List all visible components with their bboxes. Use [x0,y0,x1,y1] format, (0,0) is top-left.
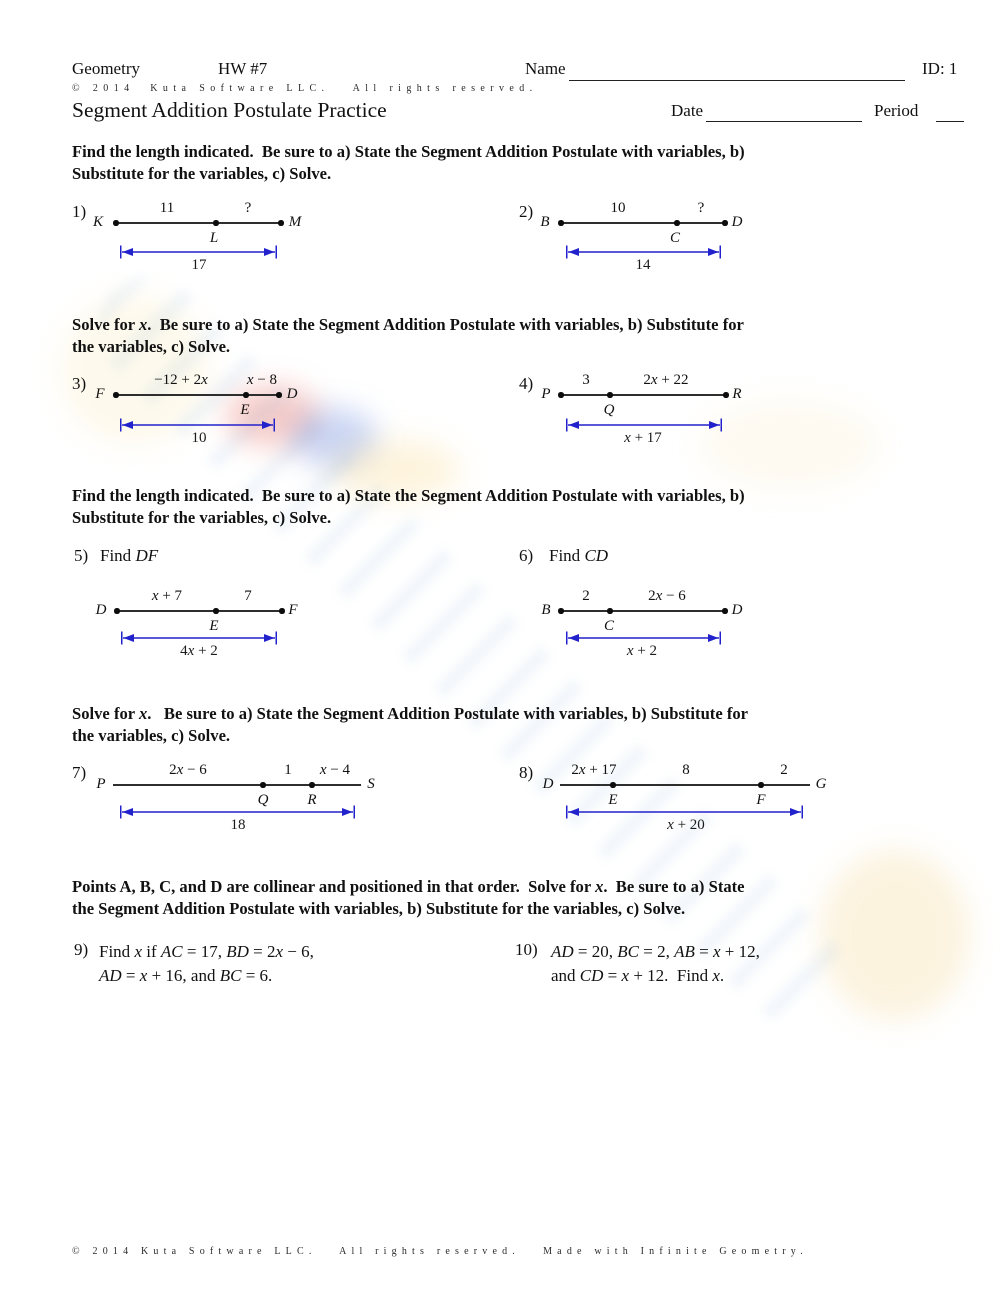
measure-length-label: 10 [191,430,207,446]
problem-number: 7) [72,763,87,782]
measure-length-label: 14 [635,257,651,273]
problem-9-number: 9) [74,940,89,959]
point-dot [610,782,615,787]
instructions-section-3 [72,485,745,530]
point-label: D [286,386,298,402]
instructions-section-4 [72,703,748,748]
text-line: Points A, B, C, and D are collinear and positioned in that order. Solve for x. Be sure to a) State [72,877,745,896]
point-label: F [756,792,766,808]
text-line: AD = x + 16, and BC = 6. [99,965,273,985]
point-label: B [540,214,550,230]
text-line: Solve for x. Be sure to a) State the Segment Addition Postulate with variables, b) Substitute for [72,704,749,723]
point-dot [722,608,727,613]
point-dot [113,392,118,397]
text-line: the variables, c) Solve. [72,337,231,357]
segment-length-label: −12 + 2x [154,372,208,388]
problem-10-number: 10) [515,940,538,959]
name-label: Name [525,59,566,78]
segment-length-label: x + 7 [151,588,183,604]
copyright-line: © 2014 Kuta Software LLC. All rights reserved. [72,83,538,94]
watermark-blob-cream-mid [700,400,880,490]
segment-length-label: 1 [284,762,292,778]
segment-line [113,784,361,786]
measure-length-label: 17 [191,257,207,273]
problem-6-number: 6) [519,546,534,565]
id-label: ID: 1 [922,59,958,78]
segment-line [561,394,726,395]
point-dot [674,220,679,225]
point-label: L [209,230,219,246]
point-label: D [95,602,107,618]
point-label: B [541,602,551,618]
segment-length-label: x − 4 [319,762,351,778]
segment-line [116,222,281,223]
point-dot [213,220,218,225]
point-label: E [240,402,250,418]
problem-10-text [551,940,760,987]
text-line: Substitute for the variables, c) Solve. [72,164,332,184]
text-line: the variables, c) Solve. [72,726,231,746]
problem-5-number: 5) [74,546,89,565]
point-dot [279,608,284,613]
point-label: D [731,602,743,618]
point-label: P [96,776,106,792]
point-dot [723,392,728,397]
point-label: R [732,386,742,402]
segment-line [561,610,725,611]
point-dot [722,220,727,225]
point-label: Q [257,792,269,808]
text-line: AD = 20, BC = 2, AB = x + 12, [551,942,760,961]
point-label: D [542,776,554,792]
problem-number: 8) [519,763,534,782]
text-line: Find x if AC = 17, BD = 2x − 6, [99,942,314,961]
segment-line [116,394,279,395]
point-dot [558,392,563,397]
course-label: Geometry [72,59,140,78]
text-line: Find the length indicated. Be sure to a) State the Segment Addition Postulate with variables, b) [72,142,745,161]
point-label: Q [603,402,615,418]
measure-length-label: 4x + 2 [180,643,218,659]
assignment-label: HW #7 [218,59,268,78]
point-label: D [731,214,743,230]
segment-length-label: 7 [244,588,252,604]
point-label: G [815,776,827,792]
segment-line [560,784,810,786]
instructions-section-2 [72,314,744,359]
segment-length-label: 2 [780,762,788,778]
watermark-blob-cream-right [820,850,970,1020]
text-line: Solve for x. Be sure to a) State the Segment Addition Postulate with variables, b) Substitute for [72,315,744,334]
point-dot [607,608,612,613]
point-label: C [603,618,615,634]
segment-length-label: 3 [582,372,590,388]
problem-number: 1) [72,202,87,221]
problem-number: 2) [519,202,534,221]
point-dot [278,220,283,225]
point-dot [243,392,248,397]
segment-length-label: ? [244,200,252,216]
point-dot [309,782,314,787]
instructions-section-1 [72,141,745,186]
period-blank-line [936,121,964,122]
segment-length-label: 11 [159,200,175,216]
segment-length-label: 2x + 22 [643,372,689,388]
point-dot [276,392,281,397]
point-dot [113,220,118,225]
text-line: and CD = x + 12. Find x. [551,965,725,985]
segment-length-label: 10 [610,200,626,216]
text-line: Find the length indicated. Be sure to a) State the Segment Addition Postulate with variables, b) [72,486,745,505]
point-label: F [95,386,105,402]
point-label: E [608,792,618,808]
date-label: Date [671,101,704,120]
measure-length-label: x + 17 [624,430,662,446]
text-line: the Segment Addition Postulate with variables, b) Substitute for the variables, c) Solve. [72,899,686,919]
point-label: S [367,776,375,792]
point-dot [114,608,119,613]
point-dot [558,608,563,613]
segment-length-label: ? [697,200,705,216]
point-label: M [288,214,302,230]
point-dot [558,220,563,225]
segment-length-label: 2x − 6 [169,762,207,778]
problem-5-prompt: Find DF [100,546,159,565]
period-label: Period [874,101,919,120]
problem-9-text [99,940,314,987]
footer-copyright: © 2014 Kuta Software LLC. All rights reserved. Made with Infinite Geometry. [72,1246,809,1257]
point-dot [260,782,265,787]
point-label: F [288,602,298,618]
segment-length-label: 2 [582,588,590,604]
point-label: K [92,214,104,230]
segment-length-label: 2x + 17 [571,762,617,778]
page-title: Segment Addition Postulate Practice [72,98,387,122]
segment-line [117,610,282,611]
measure-length-label: x + 2 [626,643,658,659]
problem-6-prompt: Find CD [549,546,609,565]
date-blank-line [706,121,862,122]
point-label: C [669,230,681,246]
point-label: P [541,386,551,402]
segment-line [561,222,725,223]
segment-length-label: x − 8 [246,372,278,388]
point-dot [213,608,218,613]
point-label: R [307,792,317,808]
point-dot [758,782,763,787]
measure-length-label: 18 [230,817,246,833]
segment-length-label: 8 [682,762,690,778]
name-blank-line [569,80,905,81]
problem-number: 4) [519,374,534,393]
segment-length-label: 2x − 6 [648,588,686,604]
problem-number: 3) [72,374,87,393]
measure-length-label: x + 20 [667,817,705,833]
point-label: E [209,618,219,634]
point-dot [607,392,612,397]
text-line: Substitute for the variables, c) Solve. [72,508,332,528]
instructions-section-5 [72,876,745,921]
